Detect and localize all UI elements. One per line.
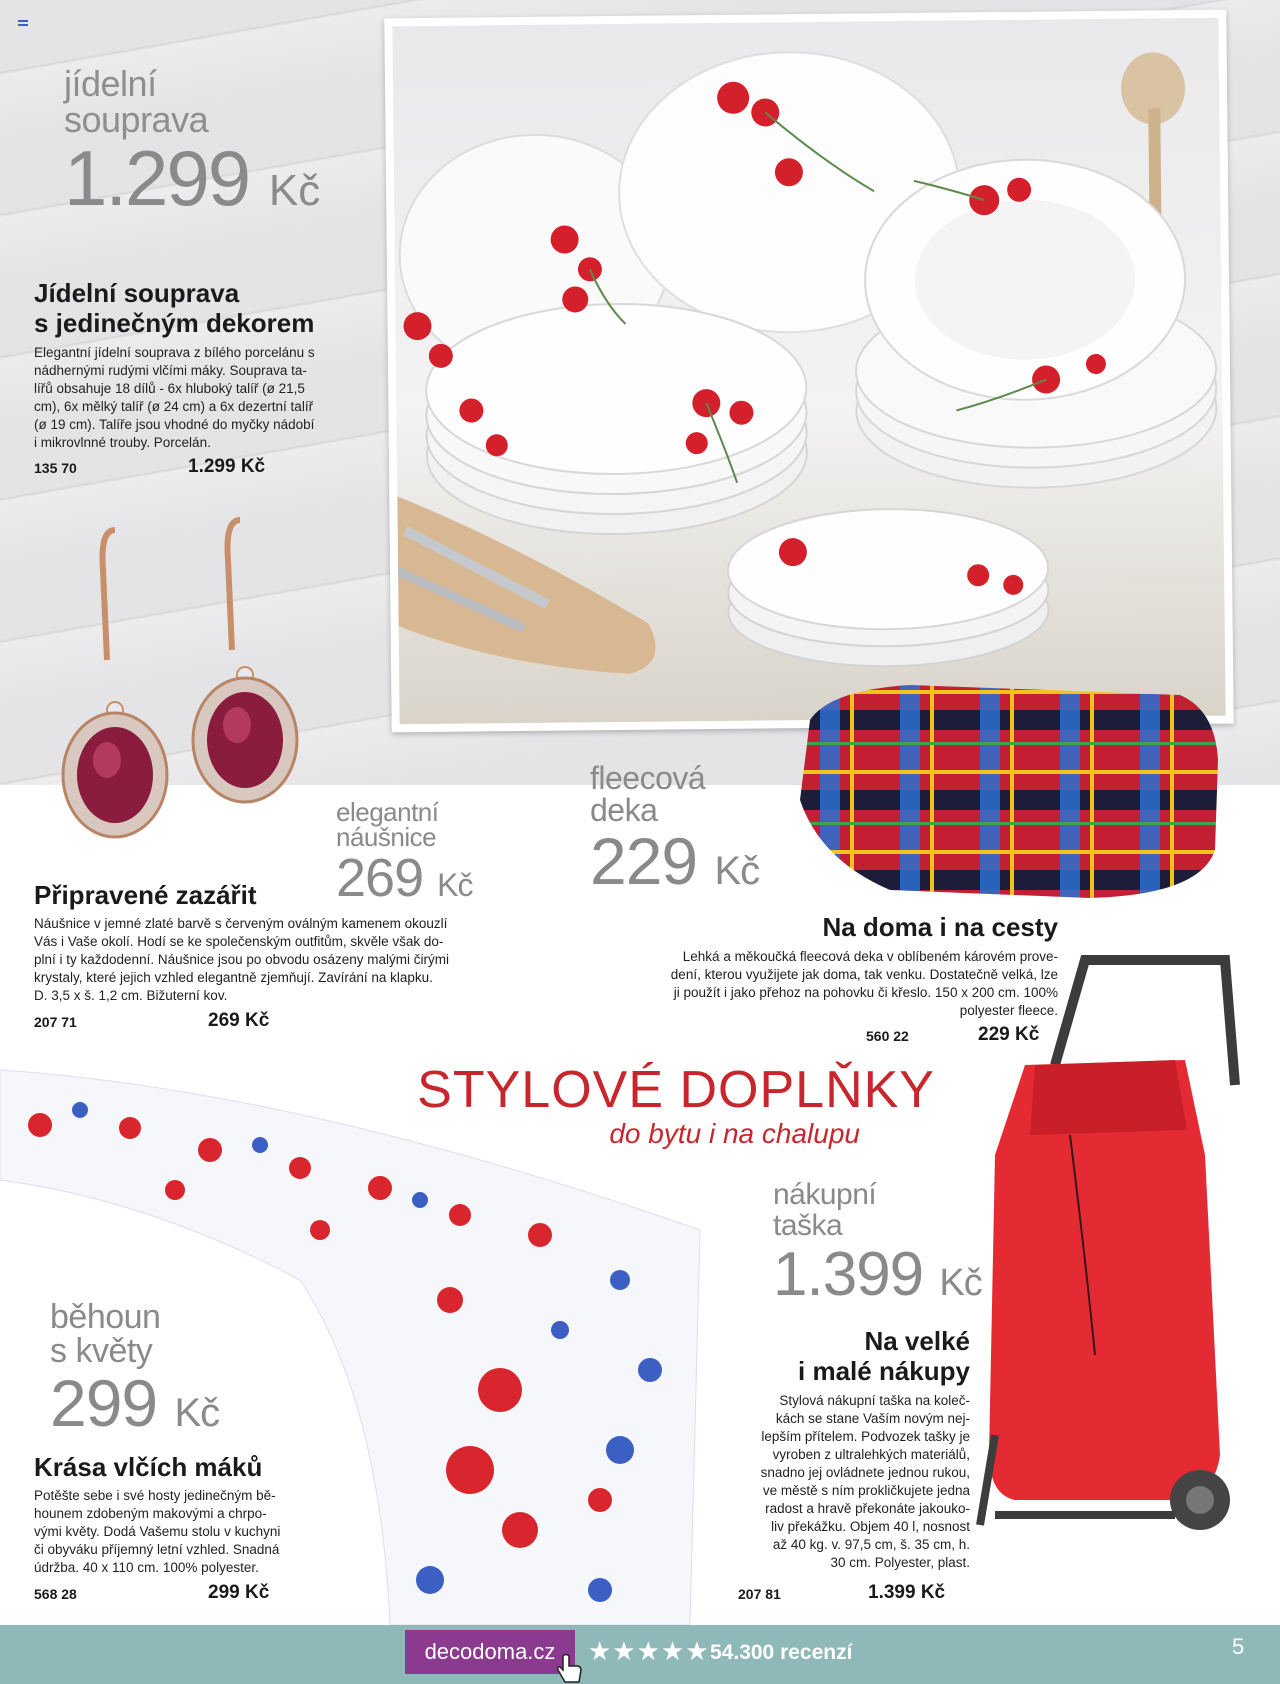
rating-stars-icon: ★★★★★ xyxy=(588,1636,710,1666)
earrings-cat-line2: náušnice xyxy=(336,822,437,852)
page-number: 5 xyxy=(1232,1634,1245,1659)
blanket-category xyxy=(590,762,759,906)
bag-headline: Na velké i malé nákupy xyxy=(798,1326,970,1386)
blanket-photo xyxy=(790,680,1220,900)
dinnerware-cat-line1: jídelní xyxy=(64,63,157,104)
bag-cat-line1: nákupní xyxy=(773,1178,877,1211)
dinnerware-price: 1.299 Kč xyxy=(188,456,266,477)
earrings-description: Náušnice v jemné zlaté barvě s červeným oválným kamenem okouzlí Vás i Vaše okolí. Hodí se ke společenským outfitům, skvěle však do- plní i ty každodenní. Náušnice jsou po obvodu osázeny malými čirými krystaly, které jejich vzhled elegantně zjemňují. Zavírání na klapku. D. 3,5 x š. 1,2 cm. Bižuterní kov. xyxy=(34,916,449,1003)
bag-cat-price: 1.399 Kč xyxy=(773,1240,982,1309)
earrings-cat-line1: elegantní xyxy=(336,797,439,827)
runner-cat-price: 299 Kč xyxy=(50,1366,220,1440)
runner-price: 299 Kč xyxy=(208,1582,270,1603)
dinnerware-photo xyxy=(384,10,1233,733)
dinnerware-cat-price: 1.299 Kč xyxy=(64,134,321,222)
section-title: STYLOVÉ DOPLŇKY xyxy=(417,1061,935,1119)
runner-category xyxy=(50,1300,219,1448)
dinnerware-cat-line2: souprava xyxy=(64,99,209,140)
bag-code: 207 81 xyxy=(738,1586,781,1602)
blanket-cat-price: 229 Kč xyxy=(590,824,760,898)
blanket-description: Lehká a měkoučká fleecová deka v oblíbeném károvém prove- dení, kterou využijete jak doma, tak venku. Dostatečně velká, lze ji použít i jako přehoz na pohovku či křeslo. 150 x 200 cm. 100% polyester fleece. xyxy=(670,949,1058,1018)
bag-category xyxy=(773,1180,982,1316)
runner-cat-line2: s květy xyxy=(50,1332,153,1370)
blanket-cat-line1: fleecová xyxy=(590,760,706,796)
earrings-price: 269 Kč xyxy=(208,1010,270,1031)
dinnerware-category xyxy=(64,63,321,231)
blanket-cat-line2: deka xyxy=(590,792,658,828)
dinnerware-code: 135 70 xyxy=(34,460,77,476)
blanket-code: 560 22 xyxy=(866,1028,909,1044)
earrings-code: 207 71 xyxy=(34,1014,77,1030)
earrings-category xyxy=(336,797,473,913)
runner-description: Potěšte sebe i své hosty jedinečným bě- hounem zdobeným makovými a chrpo- vými květy. Dodá Vašemu stolu v kuchyni či obyváku příjemný letní vzhled. Snadná údržba. 40 x 110 cm. 100% polyester. xyxy=(34,1488,281,1575)
menu-icon[interactable] xyxy=(18,20,28,28)
reviews-count[interactable]: 54.300 recenzí xyxy=(710,1641,853,1664)
blanket-price: 229 Kč xyxy=(978,1024,1040,1045)
runner-headline: Krása vlčích máků xyxy=(34,1452,263,1482)
dinnerware-headline: Jídelní souprava s jedinečným dekorem xyxy=(34,278,315,338)
dinnerware-description: Elegantní jídelní souprava z bílého porcelánu s nádhernými rudými vlčími máky. Souprava ta- lířů obsahuje 18 dílů - 6x hluboký talíř (ø 21,5 cm), 6x mělký talíř (ø 24 cm) a 6x dezertní talíř (ø 19 cm). Talíře jsou vhodné do myčky nádobí i mikrovlnné trouby. Porcelán. xyxy=(34,345,315,450)
bag-description: Stylová nákupní taška na koleč- kách se stane Vaším novým nej- lepším přítelem. Podvozek tašky je vyroben z ultralehkých materiálů, snadno jej ovládnete jednou rukou, ve městě s ním prokličkujete jedna radost a hravě překonáte jakouko- liv překážku. Objem 40 l, nosnost až 40 kg. v. 97,5 cm, š. 35 cm, h. 30 cm. Polyester, plast. xyxy=(760,1393,970,1570)
runner-cat-line1: běhoun xyxy=(50,1298,161,1336)
bag-photo xyxy=(975,955,1250,1560)
bag-cat-line2: taška xyxy=(773,1209,843,1242)
earrings-photo xyxy=(55,510,305,840)
earrings-cat-price: 269 Kč xyxy=(336,848,473,908)
blanket-headline: Na doma i na cesty xyxy=(822,912,1058,942)
bag-price: 1.399 Kč xyxy=(868,1582,946,1603)
section-subtitle: do bytu i na chalupu xyxy=(609,1118,860,1149)
plates-illustration xyxy=(392,18,1225,725)
runner-code: 568 28 xyxy=(34,1586,77,1602)
earrings-headline: Připravené zazářit xyxy=(34,880,257,910)
hand-cursor-icon xyxy=(555,1652,585,1684)
decodoma-link-button[interactable]: decodoma.cz xyxy=(405,1630,575,1674)
